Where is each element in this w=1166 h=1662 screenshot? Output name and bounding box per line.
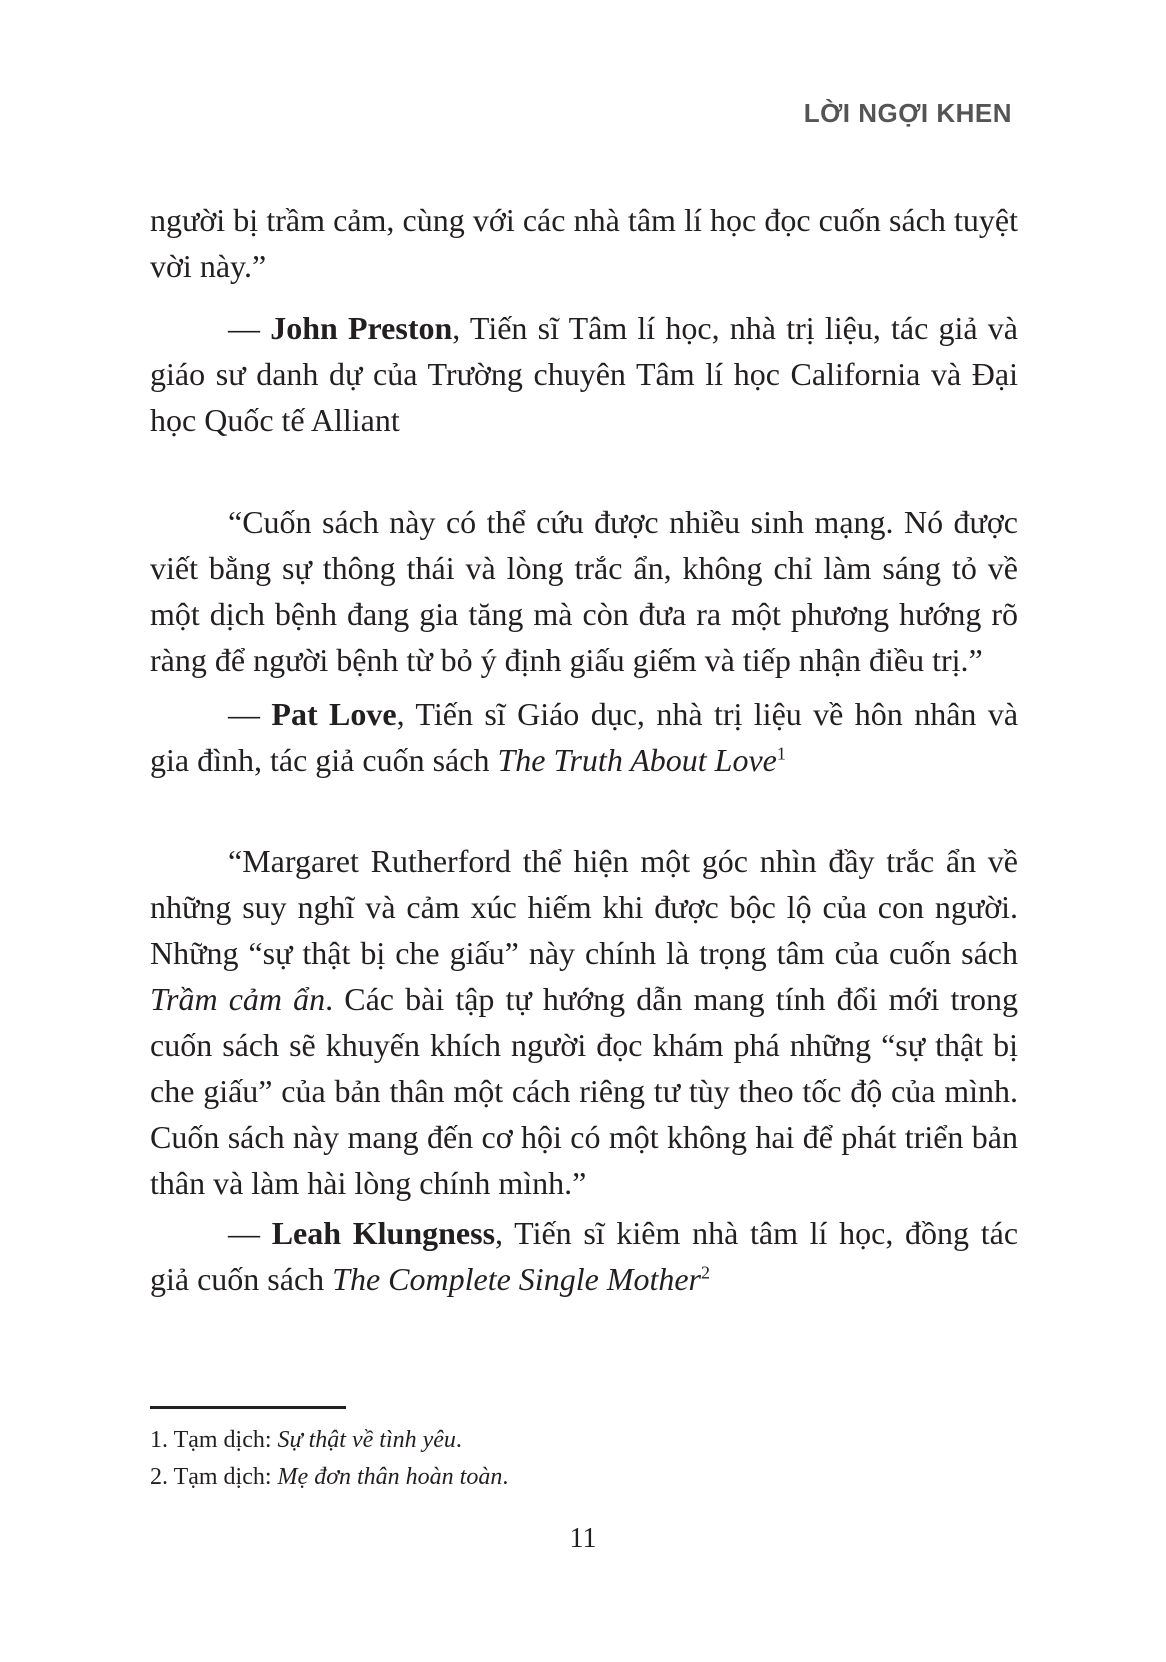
attribution-john-preston <box>150 305 1018 443</box>
attribution-name: John Preston <box>270 310 453 346</box>
book-title: Trầm cảm ẩn <box>150 981 326 1017</box>
attribution-name: Leah Klungness <box>271 1215 496 1251</box>
book-title: The Truth About Love <box>497 742 777 778</box>
footnote-divider <box>150 1406 346 1409</box>
page-number: 11 <box>569 1523 597 1554</box>
attribution-name: Pat Love <box>271 696 397 732</box>
quote-continuation: người bị trầm cảm, cùng với các nhà tâm lí học đọc cuốn sách tuyệt vời này.” <box>150 202 1018 284</box>
em-dash: — <box>228 310 271 346</box>
attribution-text: , Tiến sĩ kiêm nhà tâm lí học, đồng tác giả cuốn sách <box>150 1215 1019 1297</box>
footnote-ref: 1 <box>776 743 786 764</box>
footnote-translation: Sự thật về tình yêu <box>277 1427 456 1453</box>
footnote-1 <box>150 1425 462 1455</box>
em-dash: — <box>228 1215 272 1251</box>
book-title: The Complete Single Mother <box>332 1261 701 1297</box>
quote-text: . Các bài tập tự hướng dẫn mang tính đổi mới trong cuốn sách sẽ khuyến khích người đọc khám phá những “sự thật bị che giấu” của bản thân một cách riêng tư tùy theo tốc độ của mình. Cuốn sách này mang đến cơ hội có một không hai để phát triển bản thân và làm hài lòng chính mình.” <box>150 981 1019 1201</box>
footnote-period: . <box>502 1464 509 1490</box>
footnote-label: 1. Tạm dịch: <box>150 1427 278 1453</box>
footnote-label: 2. Tạm dịch: <box>150 1464 278 1490</box>
footnote-period: . <box>455 1427 462 1453</box>
attribution-text: , Tiến sĩ Tâm lí học, nhà trị liệu, tác giả và giáo sư danh dự của Trường chuyên Tâm lí học California và Đại học Quốc tế Alliant <box>150 310 1019 438</box>
footnote-2 <box>150 1462 508 1492</box>
quote-text: “Margaret Rutherford thể hiện một góc nhìn đầy trắc ẩn về những suy nghĩ và cảm xúc hiếm khi được bộc lộ của con người. Những “sự thật bị che giấu” này chính là trọng tâm của cuốn sách <box>150 843 1018 971</box>
quote-leah-klungness <box>150 838 1018 1206</box>
footnote-ref: 2 <box>700 1262 710 1283</box>
attribution-leah-klungness <box>150 1210 1018 1302</box>
running-header: LỜI NGỢI KHEN <box>803 98 1012 128</box>
quote-pat-love: “Cuốn sách này có thể cứu được nhiều sinh mạng. Nó được viết bằng sự thông thái và lòng trắc ẩn, không chỉ làm sáng tỏ về một dịch bệnh đang gia tăng mà còn đưa ra một phương hướng rõ ràng để người bệnh từ bỏ ý định giấu giếm và tiếp nhận điều trị.” <box>150 504 1018 678</box>
attribution-pat-love <box>150 691 1018 783</box>
em-dash: — <box>228 696 272 732</box>
footnote-translation: Mẹ đơn thân hoàn toàn <box>277 1464 503 1490</box>
attribution-text: , Tiến sĩ Giáo dục, nhà trị liệu về hôn nhân và gia đình, tác giả cuốn sách <box>150 696 1019 778</box>
